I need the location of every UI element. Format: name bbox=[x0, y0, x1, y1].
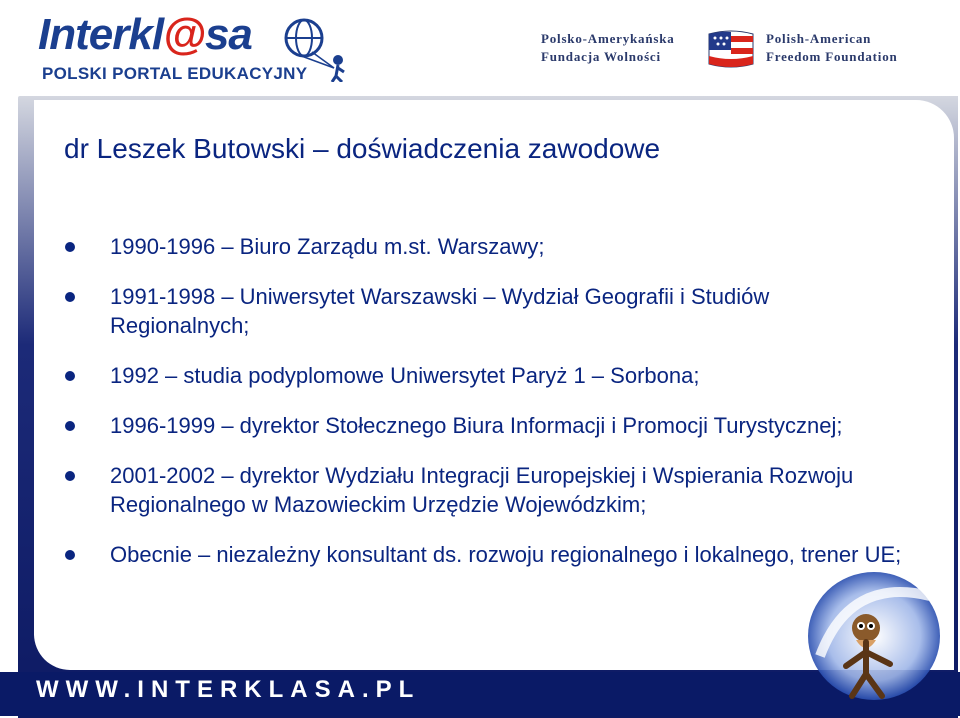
interklasa-logo[interactable] bbox=[38, 10, 368, 88]
logo-subtitle: POLSKI PORTAL EDUKACYJNY bbox=[42, 64, 308, 83]
list-item: 2001-2002 – dyrektor Wydziału Integracji Europejskiej i Wspierania Rozwoju Regionalnego w Mazowieckim Urzędzie Wojewódzkim; bbox=[64, 461, 904, 519]
header bbox=[0, 0, 960, 96]
bullet-icon bbox=[65, 471, 75, 481]
globe-mascot-icon bbox=[282, 16, 354, 82]
swirl-mascot-icon bbox=[790, 556, 950, 716]
bullet-icon bbox=[65, 371, 75, 381]
bullet-icon bbox=[65, 550, 75, 560]
pl-us-flag-icon bbox=[705, 28, 757, 70]
bullet-icon bbox=[65, 292, 75, 302]
list-item: 1991-1998 – Uniwersytet Warszawski – Wydział Geografii i Studiów Regionalnych; bbox=[64, 282, 904, 340]
footer-url-link[interactable]: WWW.INTERKLASA.PL bbox=[36, 676, 421, 703]
logo-title: Interkl@sa bbox=[38, 10, 252, 59]
list-item: 1996-1999 – dyrektor Stołecznego Biura Informacji i Promocji Turystycznej; bbox=[64, 411, 904, 440]
bullet-icon bbox=[65, 421, 75, 431]
foundation-name-pl: Polsko-Amerykańska Fundacja Wolności bbox=[541, 31, 675, 64]
list-item: Obecnie – niezależny konsultant ds. rozwoju regionalnego i lokalnego, trener UE; bbox=[64, 540, 904, 569]
list-item: 1992 – studia podyplomowe Uniwersytet Paryż 1 – Sorbona; bbox=[64, 361, 904, 390]
slide-title: dr Leszek Butowski – doświadczenia zawodowe bbox=[64, 133, 661, 164]
foundation-name-en: Polish-American Freedom Foundation bbox=[766, 31, 898, 64]
bullet-icon bbox=[65, 242, 75, 252]
experience-list bbox=[64, 232, 904, 590]
list-item: 1990-1996 – Biuro Zarządu m.st. Warszawy; bbox=[64, 232, 904, 261]
